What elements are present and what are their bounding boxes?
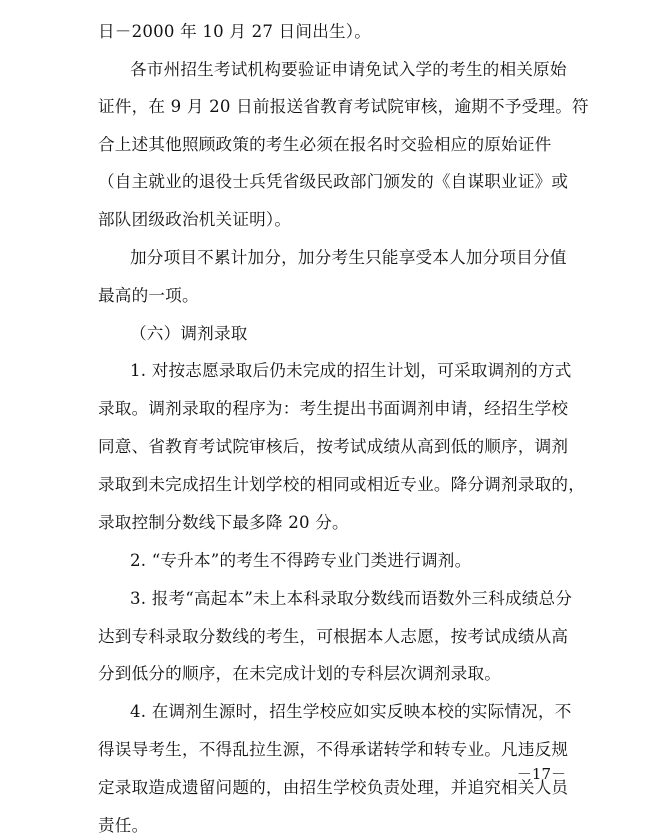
text-line-5: （自主就业的退役士兵凭省级民政部门颁发的《自谋职业证》或	[98, 172, 569, 191]
text-line-18: 分到低分的顺序，在未完成计划的专科层次调剂录取。	[98, 664, 502, 683]
text-line-15: 2. “专升本”的考生不得跨专业门类进行调剂。	[130, 551, 472, 570]
text-line-13: 录取到未完成招生计划学校的相同或相近专业。降分调剂录取的，	[98, 475, 586, 494]
text-line-14: 录取控制分数线下最多降 20 分。	[98, 513, 349, 532]
text-line-3: 证件，在 9 月 20 日前报送省教育考试院审核，逾期不予受理。符	[98, 97, 589, 116]
text-line-19: 4. 在调剂生源时，招生学校应如实反映本校的实际情况，不	[130, 702, 572, 721]
text-line-21: 定录取造成遗留问题的，由招生学校负责处理，并追究相关人员	[98, 778, 569, 797]
text-line-8: 最高的一项。	[98, 286, 199, 305]
text-line-12: 同意、省教育考试院审核后，按考试成绩从高到低的顺序，调剂	[98, 437, 569, 456]
text-line-6: 部队团级政治机关证明）。	[98, 210, 292, 229]
text-line-7: 加分项目不累计加分，加分考生只能享受本人加分项目分值	[130, 248, 567, 267]
text-line-20: 得误导考生，不得乱拉生源，不得承诺转学和转专业。凡违反规	[98, 740, 569, 759]
text-line-17: 达到专科录取分数线的考生，可根据本人志愿，按考试成绩从高	[98, 627, 569, 646]
text-line-22: 责任。	[98, 816, 149, 835]
text-line-11: 录取。调剂录取的程序为：考生提出书面调剂申请，经招生学校	[98, 399, 569, 418]
text-line-2: 各市州招生考试机构要验证申请免试入学的考生的相关原始	[130, 60, 567, 79]
text-line-1: 日－2000 年 10 月 27 日间出生）。	[98, 22, 372, 41]
text-line-16: 3. 报考“高起本”未上本科录取分数线而语数外三科成绩总分	[130, 589, 573, 608]
text-line-4: 合上述其他照顾政策的考生必须在报名时交验相应的原始证件	[98, 135, 552, 154]
section-heading: （六）调剂录取	[130, 324, 248, 343]
text-line-10: 1. 对按志愿录取后仍未完成的招生计划，可采取调剂的方式	[130, 361, 572, 380]
page-number: －17－	[516, 765, 566, 783]
